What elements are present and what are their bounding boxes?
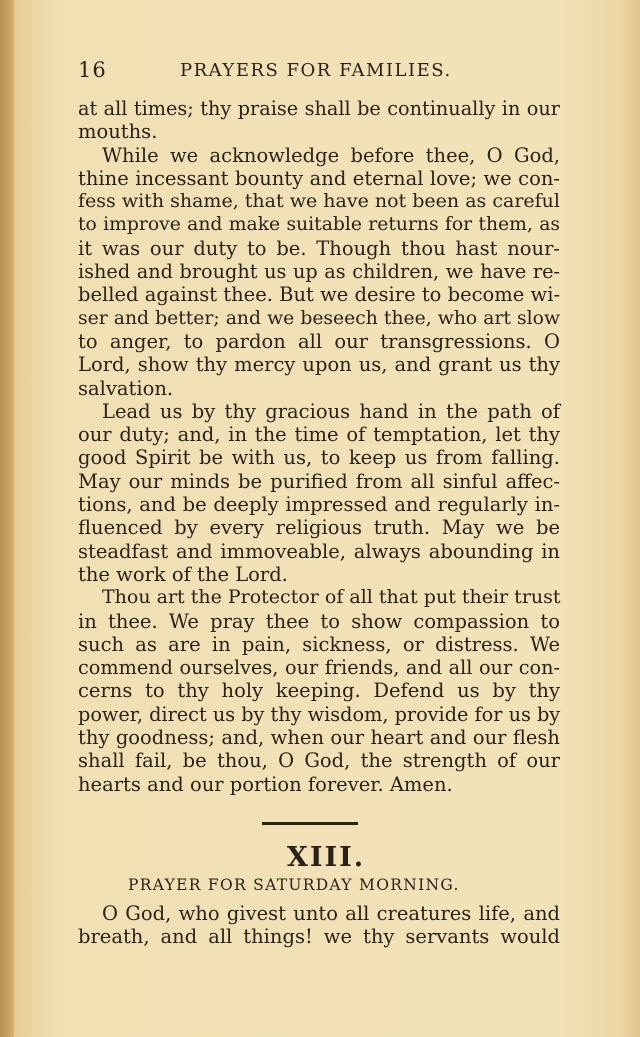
text-line: in thee. We pray thee to show compassion to <box>78 609 560 633</box>
text-line: breath, and all things! we thy servants would <box>78 925 560 949</box>
prayer-body-text <box>78 97 560 796</box>
text-line: such as are in pain, sickness, or distress. We <box>78 632 560 656</box>
text-line: our duty; and, in the time of temptation, let thy <box>78 423 560 447</box>
text-line: to anger, to pardon all our transgressions. O <box>78 329 560 353</box>
text-line: thine incessant bounty and eternal love; we con- <box>78 166 560 190</box>
text-line: mouths. <box>78 120 158 144</box>
text-line: commend ourselves, our friends, and all our con- <box>78 656 560 680</box>
text-line: to improve and make suitable returns for them, as <box>78 214 560 236</box>
running-head: PRAYERS FOR FAMILIES. <box>180 60 452 81</box>
text-line: fess with shame, that we have not been as careful <box>78 190 560 213</box>
text-line: at all times; thy praise shall be continually in our <box>78 97 560 120</box>
book-spine-edge <box>0 0 14 1037</box>
text-line: power, direct us by thy wisdom, provide for us by <box>78 702 561 726</box>
text-line: shall fail, be thou, O God, the strength of our <box>78 749 560 773</box>
text-line: cerns to thy holy keeping. Defend us by thy <box>78 679 560 703</box>
text-line: fluenced by every religious truth. May we be <box>78 516 560 540</box>
next-prayer-text <box>78 902 560 949</box>
text-line: the work of the Lord. <box>78 562 288 586</box>
text-line: steadfast and immoveable, always abounding in <box>78 539 560 563</box>
text-line: ished and brought us up as children, we have re- <box>78 260 560 284</box>
text-line: May our minds be purified from all sinful affec- <box>78 469 560 493</box>
text-line: ser and better; and we beseech thee, who art slow <box>78 307 560 329</box>
text-line: tions, and be deeply impressed and regularly in- <box>78 493 560 517</box>
text-line: Thou art the Protector of all that put their trust <box>102 586 561 609</box>
text-line: Lead us by thy gracious hand in the path of <box>102 399 560 423</box>
text-line: salvation. <box>78 376 174 400</box>
text-line: Lord, show thy mercy upon us, and grant us thy <box>78 353 560 377</box>
text-line: it was our duty to be. Though thou hast nour- <box>78 236 560 260</box>
text-line: thy goodness; and, when our heart and our flesh <box>78 726 560 750</box>
text-line: belled against thee. But we desire to become wi- <box>78 283 561 307</box>
section-number: XIII. <box>286 842 366 873</box>
section-divider <box>262 822 358 825</box>
text-line: hearts and our portion forever. Amen. <box>78 772 453 796</box>
section-title: PRAYER FOR SATURDAY MORNING. <box>128 876 460 894</box>
page-header <box>76 58 562 88</box>
text-line: O God, who givest unto all creatures life, and <box>102 902 560 925</box>
text-line: While we acknowledge before thee, O God, <box>102 143 560 167</box>
text-line: good Spirit be with us, to keep us from falling. <box>78 446 560 470</box>
page-number: 16 <box>78 58 107 82</box>
